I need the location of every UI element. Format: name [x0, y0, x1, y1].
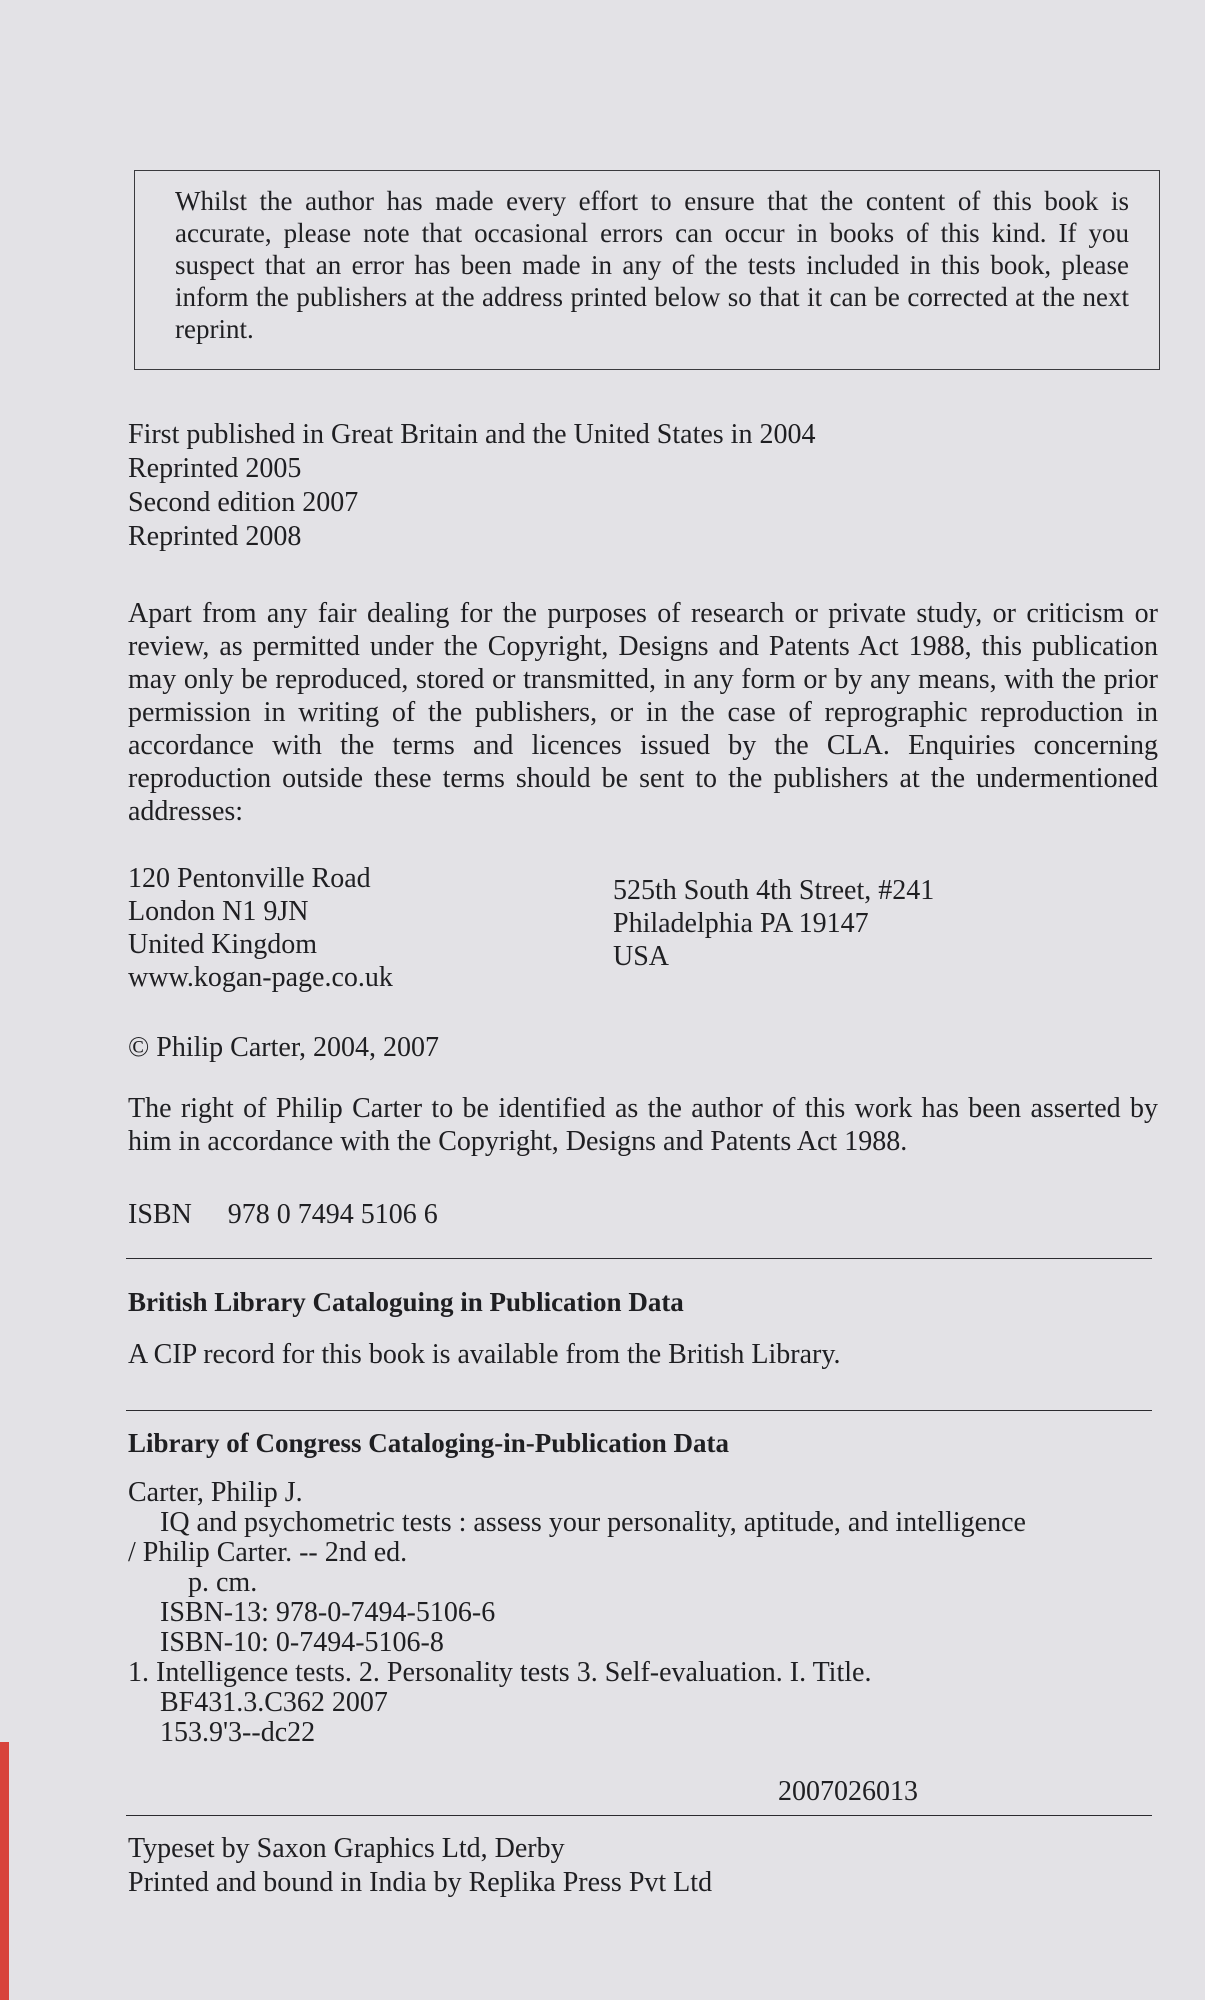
- history-line: Second edition 2007: [128, 487, 359, 518]
- isbn-line: [128, 1198, 1158, 1232]
- bl-cip-heading: British Library Cataloguing in Publication Data: [128, 1287, 684, 1317]
- address-line: London N1 9JN: [128, 896, 309, 927]
- moral-right-statement: The right of Philip Carter to be identified as the author of this work has been asserted by him in accordance with the Copyright, Designs and Patents Act 1988.: [128, 1093, 1158, 1157]
- divider: [126, 1258, 1152, 1259]
- bl-cip-text: A CIP record for this book is available from the British Library.: [128, 1339, 841, 1370]
- address-line: USA: [613, 941, 670, 972]
- cip-isbn10: ISBN-10: 0-7494-5106-8: [160, 1627, 444, 1658]
- cip-title-cont: / Philip Carter. -- 2nd ed.: [128, 1537, 408, 1568]
- history-line: Reprinted 2005: [128, 453, 302, 484]
- address-line: 120 Pentonville Road: [128, 863, 371, 894]
- address-uk: [128, 862, 393, 994]
- history-line: First published in Great Britain and the United States in 2004: [128, 419, 816, 450]
- divider: [126, 1815, 1152, 1816]
- publication-history: [128, 418, 1158, 554]
- cip-pages: p. cm.: [188, 1567, 258, 1598]
- rights-paragraph: Apart from any fair dealing for the purposes of research or private study, or criticism or review, as permitted under the Copyright, Designs and Patents Act 1988, this publication may only be reproduced, stored or transmitted, in any form or by any means, with the prior permission in writing of the publishers, or in the case of reprographic reproduction in accordance with the terms and licences issued by the CLA. Enquiries concerning reproduction outside these terms should be sent to the publishers at the undermentioned addresses:: [128, 598, 1158, 827]
- isbn-value: 978 0 7494 5106 6: [227, 1199, 438, 1230]
- printer-line: Printed and bound in India by Replika Press Pvt Ltd: [128, 1867, 713, 1898]
- address-line: Philadelphia PA 19147: [613, 908, 869, 939]
- colophon: [128, 1832, 1158, 1900]
- cip-dewey: 153.9'3--dc22: [160, 1717, 316, 1748]
- cip-title: IQ and psychometric tests : assess your personality, aptitude, and intelligence: [160, 1507, 1026, 1538]
- cip-subjects: 1. Intelligence tests. 2. Personality tests 3. Self-evaluation. I. Title.: [128, 1657, 872, 1688]
- divider: [126, 1410, 1152, 1411]
- isbn-label: ISBN: [128, 1199, 192, 1230]
- loc-cip-heading: Library of Congress Cataloging-in-Publication Data: [128, 1428, 730, 1458]
- address-line: www.kogan-page.co.uk: [128, 962, 393, 993]
- address-us: [613, 874, 934, 973]
- copyright-line: © Philip Carter, 2004, 2007: [128, 1032, 440, 1063]
- cip-control-number: 2007026013: [778, 1776, 918, 1807]
- cip-isbn13: ISBN-13: 978-0-7494-5106-6: [160, 1597, 496, 1628]
- errata-notice-box: Whilst the author has made every effort to ensure that the content of this book is accurate, please note that occasional errors can occur in books of this kind. If you suspect that an error has been made in any of the tests included in this book, please inform the publishers at the address printed below so that it can be corrected at the next reprint.: [134, 170, 1160, 370]
- address-line: United Kingdom: [128, 929, 317, 960]
- loc-cip-record: [128, 1478, 1158, 1748]
- cip-author: Carter, Philip J.: [128, 1477, 303, 1508]
- address-line: 525th South 4th Street, #241: [613, 875, 935, 906]
- history-line: Reprinted 2008: [128, 521, 302, 552]
- typesetter-line: Typeset by Saxon Graphics Ltd, Derby: [128, 1833, 565, 1864]
- adjacent-page-edge: [0, 1742, 9, 2000]
- cip-classification: BF431.3.C362 2007: [160, 1687, 388, 1718]
